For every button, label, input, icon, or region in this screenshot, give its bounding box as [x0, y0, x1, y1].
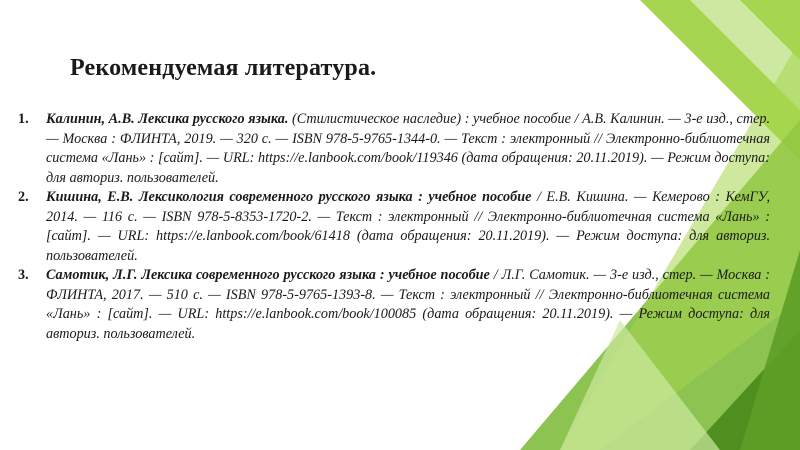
reference-details: / Л.Г. Самотик. — 3-е изд., стер. — Москва : ФЛИНТА, 2017. — 510 с. — ISBN 978-5-9765-1393-8. — Текст : электронный // Электронно-библиотечная система «Лань» : [сайт]. — URL: https://e.lanbook.com/book/100085 (дата обращения: 20.11.2019). — Режим доступа: для авториз. пользователей.: [46, 267, 770, 342]
reference-text: [46, 110, 770, 188]
reference-details: / Е.В. Кишина. — Кемерово : КемГУ, 2014. — 116 с. — ISBN 978-5-8353-1720-2. — Текст : электронный // Электронно-библиотечная система «Лань» : [сайт]. — URL: https://e.lanbook.com/book/61418 (дата обращения: 20.11.2019). — Режим доступа: для авториз. пользователей.: [46, 189, 770, 264]
reference-number: 1.: [18, 111, 29, 127]
reference-item: [18, 266, 770, 344]
reference-number: 2.: [18, 189, 29, 205]
reference-item: [18, 110, 770, 188]
reference-list: [18, 110, 770, 344]
reference-text: [46, 188, 770, 266]
reference-author-title: Кишина, Е.В. Лексикология современного русского языка : учебное пособие: [46, 189, 532, 205]
reference-text: [46, 266, 770, 344]
reference-author-title: Самотик, Л.Г. Лексика современного русского языка : учебное пособие: [46, 267, 490, 283]
reference-item: [18, 188, 770, 266]
slide-title: Рекомендуемая литература.: [70, 55, 377, 81]
reference-details: (Стилистическое наследие) : учебное пособие / А.В. Калинин. — 3-е изд., стер. — Москва : ФЛИНТА, 2019. — 320 с. — ISBN 978-5-9765-1344-0. — Текст : электронный // Электронно-библиотечная система «Лань» : [сайт]. — URL: https://e.lanbook.com/book/119346 (дата обращения: 20.11.2019). — Режим доступа: для авториз. пользователей.: [46, 111, 771, 186]
reference-number: 3.: [18, 267, 29, 283]
reference-author-title: Калинин, А.В. Лексика русского языка.: [46, 111, 289, 127]
